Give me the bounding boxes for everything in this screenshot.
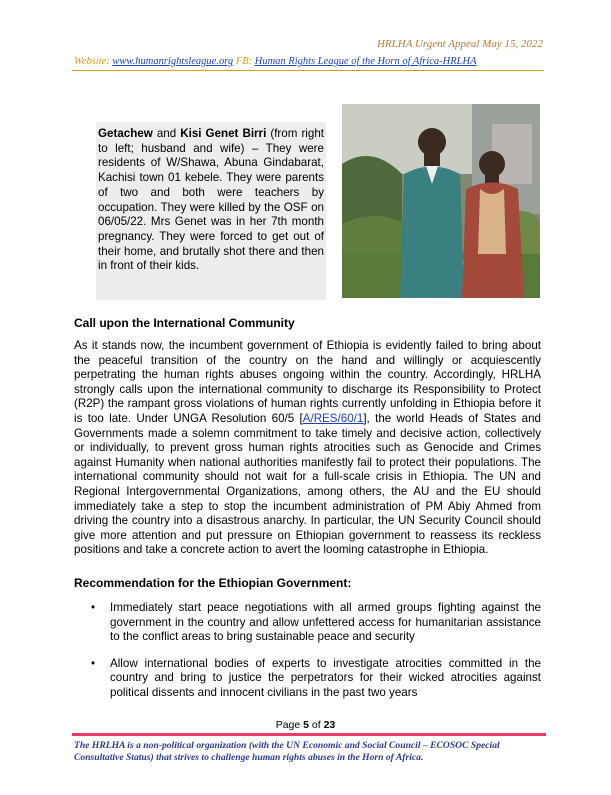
list-item-text: Allow international bodies of experts to investigate atrocities committed in the country and bring to justice the perpetrators for their wicked atrocities against political dissents and innocent civilians in the past two years <box>110 656 541 699</box>
website-link[interactable]: www.humanrightsleague.org <box>112 56 234 67</box>
para-text-before-link: As it stands now, the incumbent government of Ethiopia is evidently failed to bring about the peaceful transition of the country on the hand and willingly or acquiescently perpetrating the human rights abuses ongoing within the country. Accordingly, HRLHA strongly calls upon the international community to discharge its Responsibility to Protect (R2P) the rampant gross violations of human rights currently unfolding in Ethiopia before it is too late. Under UNGA Resolution 60/5 [ <box>74 339 541 425</box>
fb-label: FB: <box>233 56 255 67</box>
victim-name-2: Kisi Genet Birri <box>180 127 267 140</box>
para-text-after-link: ], the world Heads of States and Governments made a solemn commitment to take timely and decisive action, collectively or individually, to prevent gross human rights atrocities such as Genocide and Crimes against Humanity when national authorities manifestly fail to protect their populations. The international community should not wait for a full-scale crisis in Ethiopia. The UN and Regional Intergovernmental Organizations, among others, the AU and the EU should immediately take a step to stop the incumbent administration of PM Abiy Ahmed from driving the country into a disastrous anarchy. In particular, the UN Security Council should give more attention and put pressure on Ethiopian government to reassess its reckless positions and take a concrete action to avert the looming catastrophe in Ethiopia. <box>74 411 541 557</box>
recommendation-list <box>74 601 541 713</box>
victim-name-1: Getachew <box>98 127 153 140</box>
page-number <box>0 719 611 731</box>
page-total: 23 <box>323 719 336 731</box>
bullet-icon: • <box>91 656 96 670</box>
website-label: Website: <box>74 56 113 67</box>
page-of: of <box>309 719 324 731</box>
footer-text: The HRLHA is a non-political organization (with the UN Economic and Social Council – ECOSOC Special Consultative Status) that strives to challenge human rights abuses in the Horn of Africa. <box>74 740 500 763</box>
list-item <box>74 601 541 645</box>
facebook-link[interactable]: Human Rights League of the Horn of Africa-HRLHA <box>254 56 477 67</box>
header-appeal-date: HRLHA Urgent Appeal May 15, 2022 <box>376 38 543 50</box>
victims-photo <box>342 104 540 298</box>
victim-caption <box>96 122 326 300</box>
header-links <box>74 56 477 67</box>
page-prefix: Page <box>275 719 304 731</box>
resolution-link[interactable]: A/RES/60/1 <box>302 411 364 425</box>
international-community-paragraph <box>74 339 541 558</box>
victim-description: (from right to left; husband and wife) – They were residents of W/Shawa, Abuna Gindabarat, Kachisi town 01 kebele. They were parents of two and both were teachers by occupation. They were killed by the OSF on 06/05/22. Mrs Genet was in her 7th month pregnancy. They were forced to get out of their home, and brutally shot there and then in front of their kids. <box>98 127 324 273</box>
list-item <box>74 657 541 701</box>
victim-and: and <box>152 127 181 140</box>
heading-international-community: Call upon the International Community <box>74 316 295 330</box>
page-current: 5 <box>303 719 309 731</box>
list-item-text: Immediately start peace negotiations with all armed groups fighting against the government in the country and allow unfettered access for humanitarian assistance to the conflict areas to bring sustainable peace and security <box>110 601 541 644</box>
heading-recommendation-government: Recommendation for the Ethiopian Government: <box>74 576 352 590</box>
header-divider <box>72 70 544 71</box>
bullet-icon: • <box>91 601 96 614</box>
footer-divider <box>72 733 546 736</box>
